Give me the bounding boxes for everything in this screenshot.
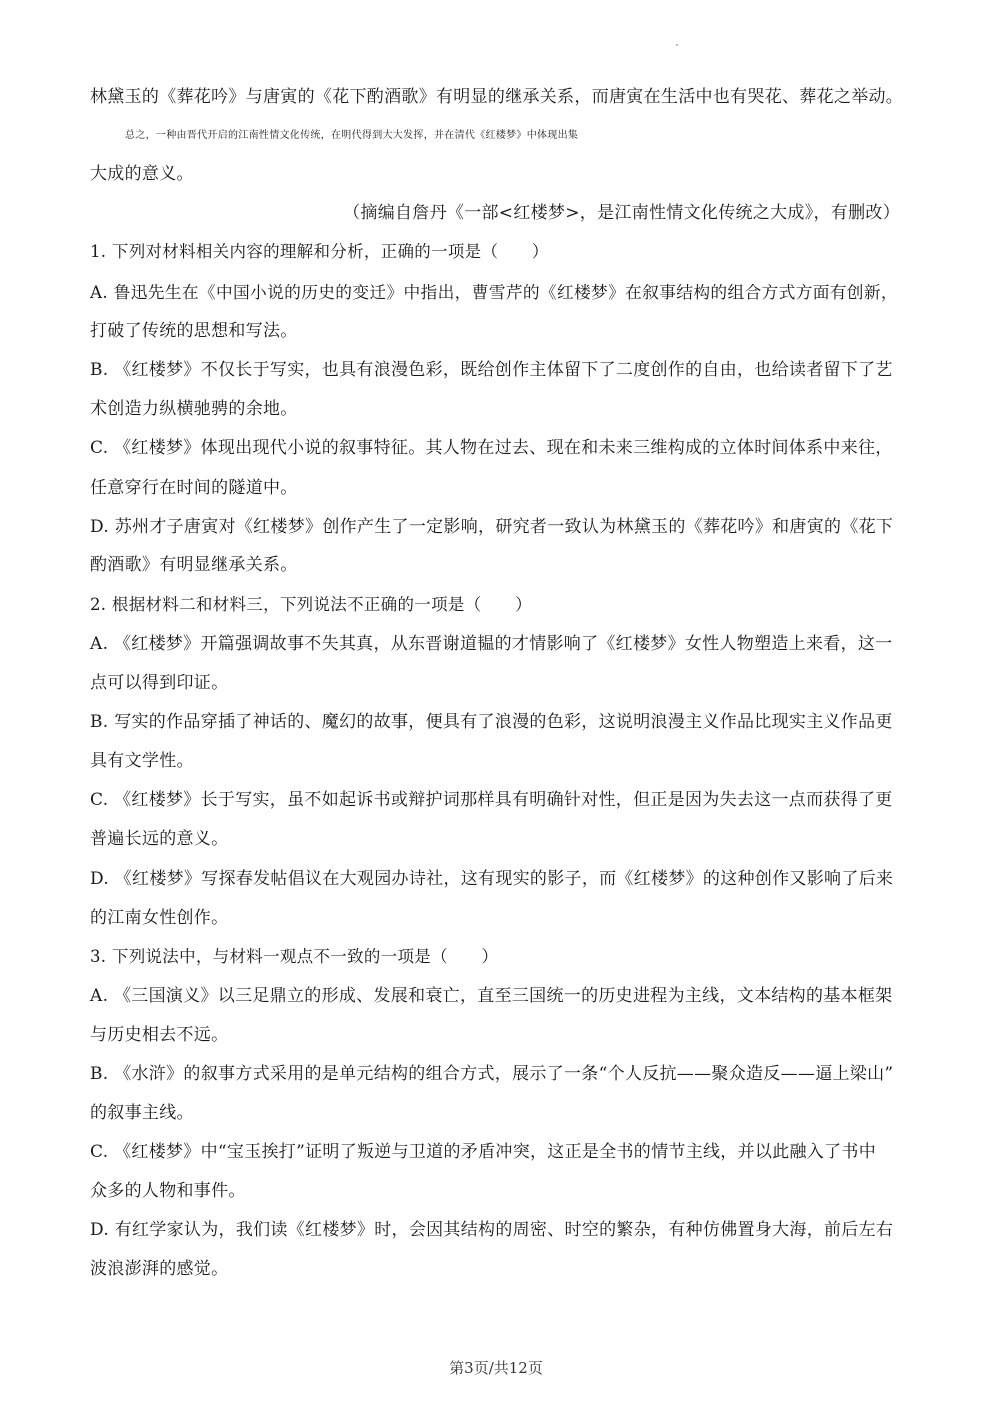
option-line: 点可以得到印证。 xyxy=(90,673,229,693)
question-stem: 2. 根据材料二和材料三，下列说法不正确的一项是（ ） xyxy=(90,595,532,614)
scan-speck xyxy=(676,44,678,46)
option-line: D. 《红楼梦》写探春发帖倡议在大观园办诗社，这有现实的影子，而《红楼梦》的这种创作又影响了后来 xyxy=(90,869,894,889)
option-line: D. 有红学家认为，我们读《红楼梦》时，会因其结构的周密、时空的繁杂，有种仿佛置身大海，前后左右 xyxy=(90,1220,894,1240)
option-line: 打破了传统的思想和写法。 xyxy=(90,321,298,341)
source-citation: （摘编自詹丹《一部<红楼梦>，是江南性情文化传统之大成》，有删改） xyxy=(343,203,900,223)
option-line: B. 写实的作品穿插了神话的、魔幻的故事，便具有了浪漫的色彩，这说明浪漫主义作品比现实主义作品更 xyxy=(90,712,893,732)
option-line: 任意穿行在时间的隧道中。 xyxy=(90,478,298,498)
option-line: A. 鲁迅先生在《中国小说的历史的变迁》中指出，曹雪芹的《红楼梦》在叙事结构的组合方式方面有创新， xyxy=(90,282,898,302)
option-line: C. 《红楼梦》长于写实，虽不如起诉书或辩护词那样具有明确针对性，但正是因为失去这一点而获得了更 xyxy=(90,790,893,810)
option-line: 术创造力纵横驰骋的余地。 xyxy=(90,399,298,419)
option-line: D. 苏州才子唐寅对《红楼梦》创作产生了一定影响，研究者一致认为林黛玉的《葬花吟》和唐寅的《花下 xyxy=(90,517,894,537)
page-number: 第3页/共12页 xyxy=(449,1359,543,1377)
option-line: A. 《红楼梦》开篇强调故事不失其真，从东晋谢道韫的才情影响了《红楼梦》女性人物塑造上来看，这一 xyxy=(90,634,893,654)
option-line: C. 《红楼梦》体现出现代小说的叙事特征。其人物在过去、现在和未来三维构成的立体时间体系中来往， xyxy=(90,438,893,458)
option-line: 普遍长远的意义。 xyxy=(90,829,229,849)
option-line: 的江南女性创作。 xyxy=(90,908,229,928)
option-line: B. 《水浒》的叙事方式采用的是单元结构的组合方式，展示了一条“个人反抗——聚众造反——逼上梁山” xyxy=(90,1064,894,1084)
option-line: 酌酒歌》有明显继承关系。 xyxy=(90,555,298,575)
option-line: 众多的人物和事件。 xyxy=(90,1181,246,1201)
option-line: 的叙事主线。 xyxy=(90,1103,194,1123)
option-line: 波浪澎湃的感觉。 xyxy=(90,1259,229,1279)
passage-line: 林黛玉的《葬花吟》与唐寅的《花下酌酒歌》有明显的继承关系，而唐寅在生活中也有哭花、葬花之举动。 xyxy=(90,87,904,107)
option-line: C. 《红楼梦》中“宝玉挨打”证明了叛逆与卫道的矛盾冲突，这正是全书的情节主线，并以此融入了书中 xyxy=(90,1142,876,1162)
option-line: A. 《三国演义》以三足鼎立的形成、发展和衰亡，直至三国统一的历史进程为主线，文本结构的基本框架 xyxy=(90,986,893,1006)
passage-line: 总之，一种由晋代开启的江南性情文化传统，在明代得到大大发挥，并在清代《红楼梦》中体现出集 xyxy=(125,130,579,141)
option-line: 具有文学性。 xyxy=(90,751,194,771)
option-line: 与历史相去不远。 xyxy=(90,1025,229,1045)
question-stem: 3. 下列说法中，与材料一观点不一致的一项是（ ） xyxy=(90,947,499,966)
question-stem: 1. 下列对材料相关内容的理解和分析，正确的一项是（ ） xyxy=(90,242,549,261)
option-line: B. 《红楼梦》不仅长于写实，也具有浪漫色彩，既给创作主体留下了二度创作的自由，也给读者留下了艺 xyxy=(90,360,893,380)
passage-line: 大成的意义。 xyxy=(90,164,194,184)
